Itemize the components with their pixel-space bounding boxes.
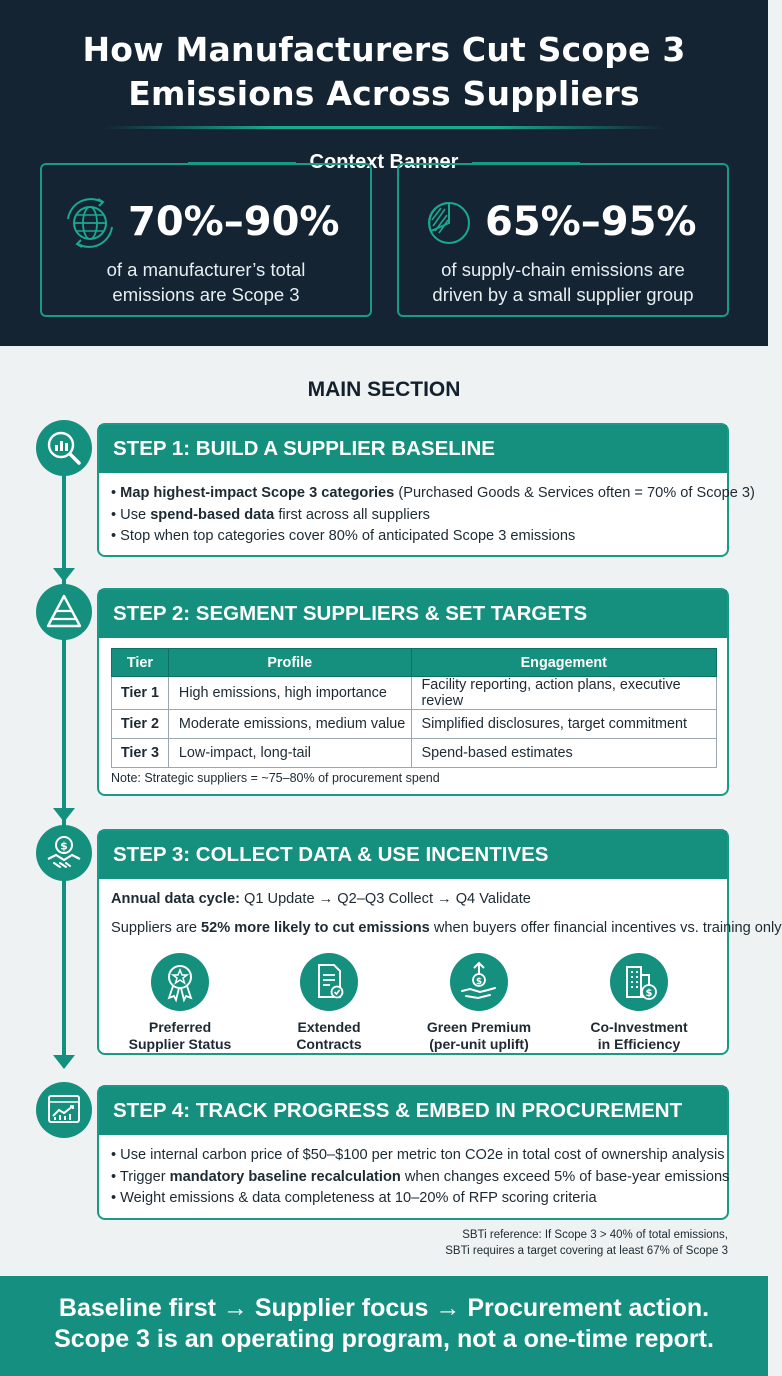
step-1-bullets xyxy=(99,473,755,548)
table-cell: Tier 2 xyxy=(112,710,169,739)
step-4-bullets xyxy=(99,1135,730,1210)
stat-description: of a manufacturer’s total emissions are Scope 3 xyxy=(106,259,306,305)
table-row xyxy=(112,739,717,768)
table-row xyxy=(112,677,717,710)
column-header: Tier xyxy=(112,649,169,677)
table-note: Note: Strategic suppliers = ~75–80% of procurement spend xyxy=(111,771,440,785)
step-1-title: STEP 1: BUILD A SUPPLIER BASELINE xyxy=(99,425,727,473)
table-cell: High emissions, high importance xyxy=(168,677,411,710)
stat-value: 65%–95% xyxy=(485,199,697,245)
footer-line-1: Baseline first → Supplier focus → Procurement action. xyxy=(58,1294,710,1322)
pie-chart-icon xyxy=(419,195,475,251)
stat-card-scope3-share xyxy=(40,163,372,317)
table-cell: Simplified disclosures, target commitment xyxy=(411,710,716,739)
column-header: Engagement xyxy=(411,649,716,677)
table-cell: Tier 3 xyxy=(112,739,169,768)
timeline-line xyxy=(62,465,66,1063)
incentive-extended-contracts: Extended Contracts xyxy=(269,953,389,1053)
bullet-item: • Trigger mandatory baseline recalculation when changes exceed 5% of base-year emissions xyxy=(111,1168,730,1185)
stat-description: of supply-chain emissions are driven by a small supplier group xyxy=(432,259,694,305)
step-2-title: STEP 2: SEGMENT SUPPLIERS & SET TARGETS xyxy=(99,590,727,638)
pyramid-icon xyxy=(36,584,92,640)
bullet-item: • Weight emissions & data completeness at 10–20% of RFP scoring criteria xyxy=(111,1190,597,1206)
sbti-reference: SBTi reference: If Scope 3 > 40% of total emissions, SBTi requires a target covering at least 67% of Scope 3 xyxy=(445,1229,728,1257)
title-divider xyxy=(104,126,664,129)
main-section-title: MAIN SECTION xyxy=(307,378,461,401)
table-cell: Low-impact, long-tail xyxy=(168,739,411,768)
table-cell: Tier 1 xyxy=(112,677,169,710)
table-cell: Spend-based estimates xyxy=(411,739,716,768)
footer-summary xyxy=(0,1276,768,1376)
svg-text:$: $ xyxy=(645,988,653,999)
stat-value: 70%–90% xyxy=(128,199,340,245)
incentive-green-premium: $ Green Premium (per-unit uplift) xyxy=(419,953,539,1053)
svg-text:$: $ xyxy=(475,977,483,987)
bullet-item: • Use internal carbon price of $50–$100 per metric ton CO2e in total cost of ownership analysis xyxy=(111,1147,725,1163)
handshake-dollar-icon xyxy=(36,825,92,881)
bullet-item: • Map highest-impact Scope 3 categories (Purchased Goods & Services often = 70% of Scope 3) xyxy=(111,485,755,501)
bullet-item: • Use spend-based data first across all suppliers xyxy=(111,506,430,523)
timeline-arrow xyxy=(53,568,75,582)
step-3-title: STEP 3: COLLECT DATA & USE INCENTIVES xyxy=(99,831,727,879)
step-4-card xyxy=(97,1085,729,1220)
title-line-2: Emissions Across Suppliers xyxy=(128,74,640,113)
svg-text:$: $ xyxy=(60,839,68,853)
step-3-badge xyxy=(36,825,92,881)
step-2-badge xyxy=(36,584,92,640)
step-2-card xyxy=(97,588,729,796)
incentive-statement: Suppliers are 52% more likely to cut emissions when buyers offer financial incentives vs. training only xyxy=(111,920,782,936)
magnifier-chart-icon xyxy=(36,420,92,476)
context-banner-label: Context Banner xyxy=(0,151,768,174)
step-1-card xyxy=(97,423,755,557)
step-3-card xyxy=(97,829,782,1055)
step-4-badge xyxy=(36,1082,92,1138)
building-dollar-icon xyxy=(610,953,668,1011)
timeline-arrow xyxy=(53,1055,75,1069)
contract-document-icon xyxy=(300,953,358,1011)
table-cell: Facility reporting, action plans, executive review xyxy=(411,677,716,710)
bullet-item: • Stop when top categories cover 80% of anticipated Scope 3 emissions xyxy=(111,528,576,544)
footer-line-2: Scope 3 is an operating program, not a one-time report. xyxy=(54,1325,714,1353)
globe-cycle-icon xyxy=(62,195,118,251)
column-header: Profile xyxy=(168,649,411,677)
incentive-preferred-status: Preferred Supplier Status xyxy=(120,953,240,1053)
incentive-co-investment: $ Co-Investment in Efficiency xyxy=(579,953,699,1053)
award-ribbon-icon xyxy=(151,953,209,1011)
title-line-1: How Manufacturers Cut Scope 3 xyxy=(82,30,686,69)
table-row xyxy=(112,710,717,739)
step-1-badge xyxy=(36,420,92,476)
step-4-title: STEP 4: TRACK PROGRESS & EMBED IN PROCUREMENT xyxy=(99,1087,727,1135)
supplier-tier-table xyxy=(111,648,717,768)
header xyxy=(0,0,768,346)
table-cell: Moderate emissions, medium value xyxy=(168,710,411,739)
timeline-arrow xyxy=(53,808,75,822)
table-header-row xyxy=(112,649,717,677)
page-title xyxy=(0,28,768,116)
monitor-chart-icon xyxy=(36,1082,92,1138)
annual-data-cycle: Annual data cycle: Q1 Update → Q2–Q3 Collect → Q4 Validate xyxy=(111,891,531,907)
stat-card-supplier-concentration xyxy=(397,163,729,317)
hand-dollar-arrow-icon xyxy=(450,953,508,1011)
